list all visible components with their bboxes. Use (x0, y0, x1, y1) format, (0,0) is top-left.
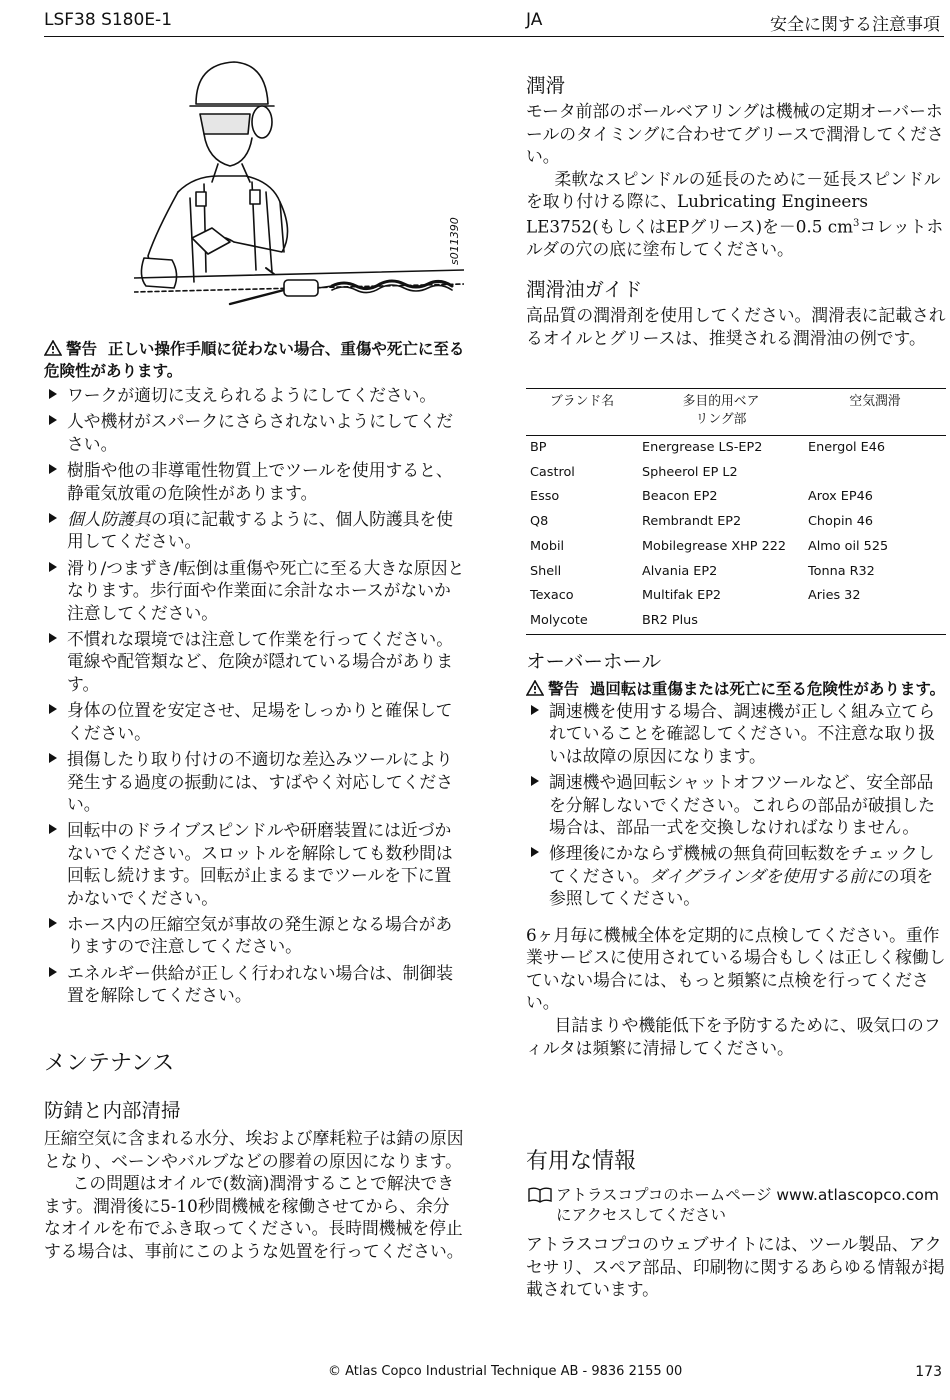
left-column (44, 338, 466, 1011)
useful-info-heading: 有用な情報 (526, 1149, 637, 1174)
maintenance-heading: メンテナンス (44, 1051, 175, 1076)
list-item: 損傷したり取り付けの不適切な差込みツールにより発生する過度の振動には、すばやく対応してください。 (44, 748, 466, 815)
warning-label: 警告 (66, 340, 98, 358)
lubrication-paragraph-1: モータ前部のボールベアリングは機械の定期オーバーホールのタイミングに合わせてグリースで潤滑してください。 (526, 101, 944, 167)
col-bearing: 多目的用ベアリング部 (682, 394, 760, 427)
figure-id: s011390 (448, 217, 461, 265)
list-item: 人や機材がスパークにさらされないようにしてください。 (44, 410, 466, 455)
die-grinder-reference: ダイグラインダを使用する前に (649, 865, 883, 886)
list-item: 調速機や過回転シャットオフツールなど、安全部品を分解しないでください。これらの部品が破損した場合は、部品一式を交換しなければなりません。 (526, 771, 946, 838)
bullet-arrow-icon (531, 776, 539, 786)
table-row: Q8 Rembrandt EP2 Chopin 46 (530, 514, 874, 530)
page-header (44, 6, 944, 37)
bullet-arrow-icon (49, 389, 57, 399)
lubricant-guide-paragraph: 高品質の潤滑剤を使用してください。潤滑表に記載されるオイルとグリースは、推奨される潤滑油の例です。 (526, 305, 946, 348)
bullet-arrow-icon (49, 415, 57, 425)
header-language: JA (526, 10, 543, 30)
warning-text: 正しい操作手順に従わない場合、重傷や死亡に至る危険性があります。 (44, 340, 465, 380)
list-item: エネルギー供給が正しく行われない場合は、制御装置を解除してください。 (44, 962, 466, 1007)
table-header-row (526, 389, 946, 436)
warning-general (44, 338, 466, 382)
list-item: 調速機を使用する場合、調速機が正しく組み立てられていることを確認してください。不注意な取り扱いは故障の原因になります。 (526, 700, 946, 767)
overhaul-list (526, 700, 946, 910)
table-row: Castrol Spheerol EP L2 (530, 464, 738, 480)
rust-paragraph-1: 圧縮空気に含まれる水分、埃および摩耗粒子は錆の原因となり、ベーンやバルブなどの膠着の原因になります。 (44, 1128, 464, 1171)
rust-cleaning-heading: 防錆と内部清掃 (44, 1099, 181, 1122)
table-row: Mobil Mobilegrease XHP 222 Almo oil 525 (530, 538, 889, 554)
maintenance-section (44, 1046, 466, 1263)
header-model: LSF38 S180E-1 (44, 10, 173, 30)
lubrication-heading: 潤滑 (526, 74, 566, 97)
footer-copyright: © Atlas Copco Industrial Technique AB - 9836 2155 00 (328, 1364, 683, 1379)
list-item: ワークが適切に支えられるようにしてください。 (44, 384, 466, 406)
bullet-arrow-icon (49, 824, 57, 834)
warning-icon (44, 340, 62, 356)
table-row: BP Energrease LS-EP2 Energol E46 (530, 440, 886, 455)
warning-icon (526, 680, 544, 696)
lubricant-guide-section (526, 274, 946, 349)
list-item: ホース内の圧縮空気が事故の発生源となる場合がありますので注意してください。 (44, 913, 466, 958)
warning-overspeed (526, 678, 946, 700)
page-number: 173 (915, 1364, 942, 1380)
list-item: 不慣れな環境では注意して作業を行ってください。電線や配管類など、危険が隠れている場合があります。 (44, 628, 466, 695)
inspection-paragraph: 6ヶ月毎に機械全体を定期的に点検してください。重作業サービスに使用されている場合もしくは正しく稼働していない場合には、もっと頻繁に点検を行ってください。 (526, 924, 946, 1013)
lubrication-section (526, 70, 946, 261)
warning-label: 警告 (548, 680, 580, 698)
worker-illustration (134, 42, 464, 312)
bullet-arrow-icon (49, 464, 57, 474)
table-row: Esso Beacon EP2 Arox EP46 (530, 489, 873, 505)
table-row: Molycote BR2 Plus (526, 609, 946, 634)
bullet-arrow-icon (49, 967, 57, 977)
list-item: 滑り/つまずき/転倒は重傷や死亡に至る大きな原因となります。歩行面や作業面に余計なホースがないか注意してください。 (44, 557, 466, 624)
bullet-arrow-icon (49, 918, 57, 928)
ppe-reference: 個人防護具 (67, 509, 151, 530)
bullet-arrow-icon (49, 753, 57, 763)
col-brand: ブランド名 (550, 394, 614, 409)
filter-paragraph: 目詰まりや機能低下を予防するために、吸気口のフィルタは頻繁に清掃してください。 (526, 1015, 941, 1058)
book-icon (528, 1187, 552, 1203)
header-section: 安全に関する注意事項 (770, 15, 940, 35)
bullet-arrow-icon (49, 633, 57, 643)
bullet-arrow-icon (49, 562, 57, 572)
safety-list (44, 384, 466, 1007)
bullet-arrow-icon (49, 704, 57, 714)
website-link[interactable]: アトラスコプコのホームページ www.atlascopco.com にアクセスしてください (526, 1185, 946, 1225)
lubricant-guide-heading: 潤滑油ガイド (526, 278, 643, 301)
col-air-lubrication: 空気潤滑 (849, 394, 901, 409)
bullet-arrow-icon (531, 705, 539, 715)
list-item: 身体の位置を安定させ、足場をしっかりと確保してください。 (44, 699, 466, 744)
overhaul-heading: オーバーホール (526, 650, 662, 673)
list-item: 個人防護具の項に記載するように、個人防護具を使用してください。 (44, 508, 466, 553)
website-paragraph: アトラスコプコのウェブサイトには、ツール製品、アクセサリ、スペア部品、印刷物に関するあらゆる情報が掲載されています。 (526, 1234, 945, 1300)
overhaul-section (526, 646, 946, 1059)
bullet-arrow-icon (49, 513, 57, 523)
lubrication-paragraph-2: 柔軟なスピンドルの延長のために－延長スピンドルを取り付ける際に、Lubricating Engineers LE3752(もしくはEPグリース)を－0.5 $cm^3$コレットホルダの穴の底に塗布してください。 (526, 168, 944, 260)
warning-text: 過回転は重傷または死亡に至る危険性があります。 (589, 680, 946, 698)
table-row: Texaco Multifak EP2 Aries 32 (530, 588, 861, 604)
useful-info-section (526, 1144, 946, 1301)
list-item: 修理後にかならず機械の無負荷回転数をチェックしてください。ダイグラインダを使用する前にの項を参照してください。 (526, 842, 946, 909)
rust-paragraph-2: この問題はオイルで(数滴)潤滑することで解決できます。潤滑後に5-10秒間機械を稼働させてから、余分なオイルを布でふき取ってください。長時間機械を停止する場合は、事前にこのような処置を行ってください。 (44, 1173, 464, 1261)
list-item: 樹脂や他の非導電性物質上でツールを使用すると、静電気放電の危険性があります。 (44, 459, 466, 504)
lubricant-table (526, 388, 946, 635)
table-row: Shell Alvania EP2 Tonna R32 (530, 563, 875, 579)
list-item: 回転中のドライブスピンドルや研磨装置には近づかないでください。スロットルを解除しても数秒間は回転し続けます。回転が止まるまでツールを下に置かないでください。 (44, 819, 466, 909)
bullet-arrow-icon (531, 847, 539, 857)
